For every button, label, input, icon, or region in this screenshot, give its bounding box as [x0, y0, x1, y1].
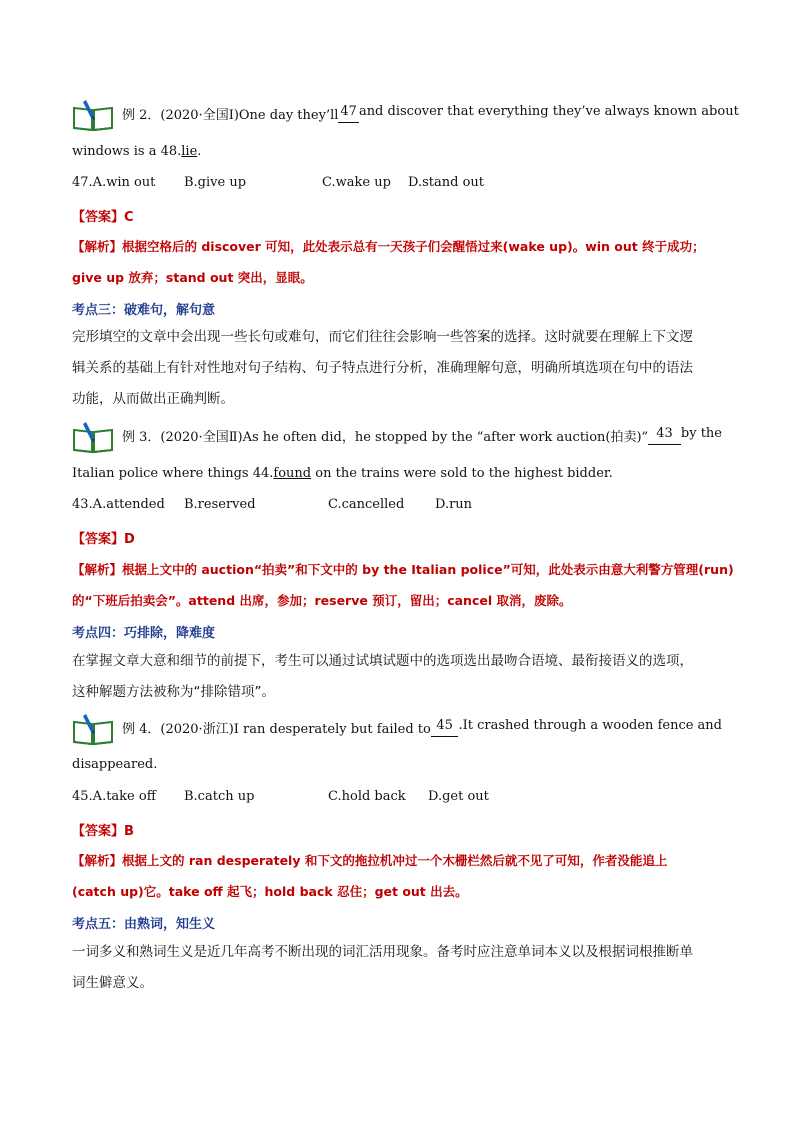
line2-tail: on the trains were sold to the highest bidder.	[311, 466, 613, 481]
blank-47: 47	[338, 104, 359, 123]
point-5-paragraph	[72, 937, 724, 999]
analysis-3-line1: 【解析】根据上文中的 auction“拍卖”和下文中的 by the Italian police”可知，此处表示由意大利警方管理(run)	[72, 562, 734, 577]
answer-2: 【答案】C	[72, 210, 134, 225]
option-c: C.hold back	[328, 789, 406, 804]
point-4-title: 考点四：巧排除，降难度	[72, 626, 216, 641]
option-b: B.give up	[184, 175, 247, 190]
line2-text: windows is a 48.	[72, 144, 182, 159]
option-a: 43.A.attended	[72, 497, 165, 512]
line2-text: Italian police where things 44.	[72, 466, 274, 481]
analysis-4-line2: (catch up)它。take off 起飞；hold back 忍住；get out 出去。	[72, 884, 468, 899]
para-line: 这种解题方法被称为“排除错项”。	[72, 684, 275, 700]
example-4-label: 例 4．(2020·浙江)I ran desperately but failed to	[122, 722, 431, 737]
option-d: D.run	[435, 497, 473, 512]
book-pen-icon	[72, 420, 116, 454]
example-4-header	[72, 712, 722, 746]
underlined-word: lie	[181, 144, 198, 159]
example-3-label: 例 3．(2020·全国Ⅱ)As he often did，he stopped by the “after work auction(拍卖)”	[122, 430, 649, 445]
point-4-paragraph	[72, 646, 724, 708]
option-b: B.reserved	[184, 497, 256, 512]
para-line: 词生僻意义。	[72, 975, 153, 991]
book-pen-icon	[72, 712, 116, 746]
example-2-label: 例 2．(2020·全国Ⅰ)One day they’ll	[122, 108, 339, 123]
option-d: D.get out	[428, 789, 489, 804]
para-line: 完形填空的文章中会出现一些长句或难句，而它们往往会影响一些答案的选择。这时就要在理解上下文逻	[72, 329, 693, 345]
para-line: 功能，从而做出正确判断。	[72, 391, 234, 407]
example-3-line2	[72, 466, 613, 481]
example-3-rest: by the	[680, 426, 722, 441]
example-4-rest: .It crashed through a wooden fence and	[458, 718, 722, 733]
para-line: 在掌握文章大意和细节的前提下，考生可以通过试填试题中的选项选出最吻合语境、最衔接语义的选项，	[72, 653, 693, 669]
option-c: C.wake up	[322, 175, 391, 190]
option-a: 45.A.take off	[72, 789, 156, 804]
option-c: C.cancelled	[328, 497, 405, 512]
point-3-title: 考点三：破难句，解句意	[72, 303, 216, 318]
analysis-2-line1: 【解析】根据空格后的 discover 可知，此处表示总有一天孩子们会醒悟过来(wake up)。win out 终于成功；	[72, 239, 705, 254]
option-a: 47.A.win out	[72, 175, 156, 190]
example-2-header	[72, 98, 739, 132]
option-d: D.stand out	[408, 175, 484, 190]
answer-3: 【答案】D	[72, 532, 135, 547]
analysis-4-line1: 【解析】根据上文的 ran desperately 和下文的拖拉机冲过一个木栅栏然后就不见了可知，作者没能追上	[72, 853, 668, 868]
example-3-header	[72, 420, 722, 454]
answer-4: 【答案】B	[72, 824, 134, 839]
underlined-word: found	[273, 466, 312, 481]
para-line: 辑关系的基础上有针对性地对句子结构、句子特点进行分析，准确理解句意，明确所填选项在句中的语法	[72, 360, 693, 376]
point-5-title: 考点五：由熟词，知生义	[72, 917, 216, 932]
example-2-rest: and discover that everything they’ve always known about	[358, 104, 739, 119]
point-3-paragraph	[72, 322, 724, 415]
line2-tail: .	[197, 144, 202, 159]
analysis-2-line2: give up 放弃；stand out 突出，显眼。	[72, 270, 313, 285]
analysis-3-line2: 的“下班后拍卖会”。attend 出席，参加；reserve 预订，留出；cancel 取消，废除。	[72, 593, 572, 608]
blank-45: 45	[431, 718, 459, 737]
option-b: B.catch up	[184, 789, 255, 804]
book-pen-icon	[72, 98, 116, 132]
example-4-line2: disappeared.	[72, 757, 158, 772]
example-2-line2	[72, 144, 201, 159]
blank-43: 43	[648, 426, 681, 445]
para-line: 一词多义和熟词生义是近几年高考不断出现的词汇活用现象。备考时应注意单词本义以及根据词根推断单	[72, 944, 693, 960]
